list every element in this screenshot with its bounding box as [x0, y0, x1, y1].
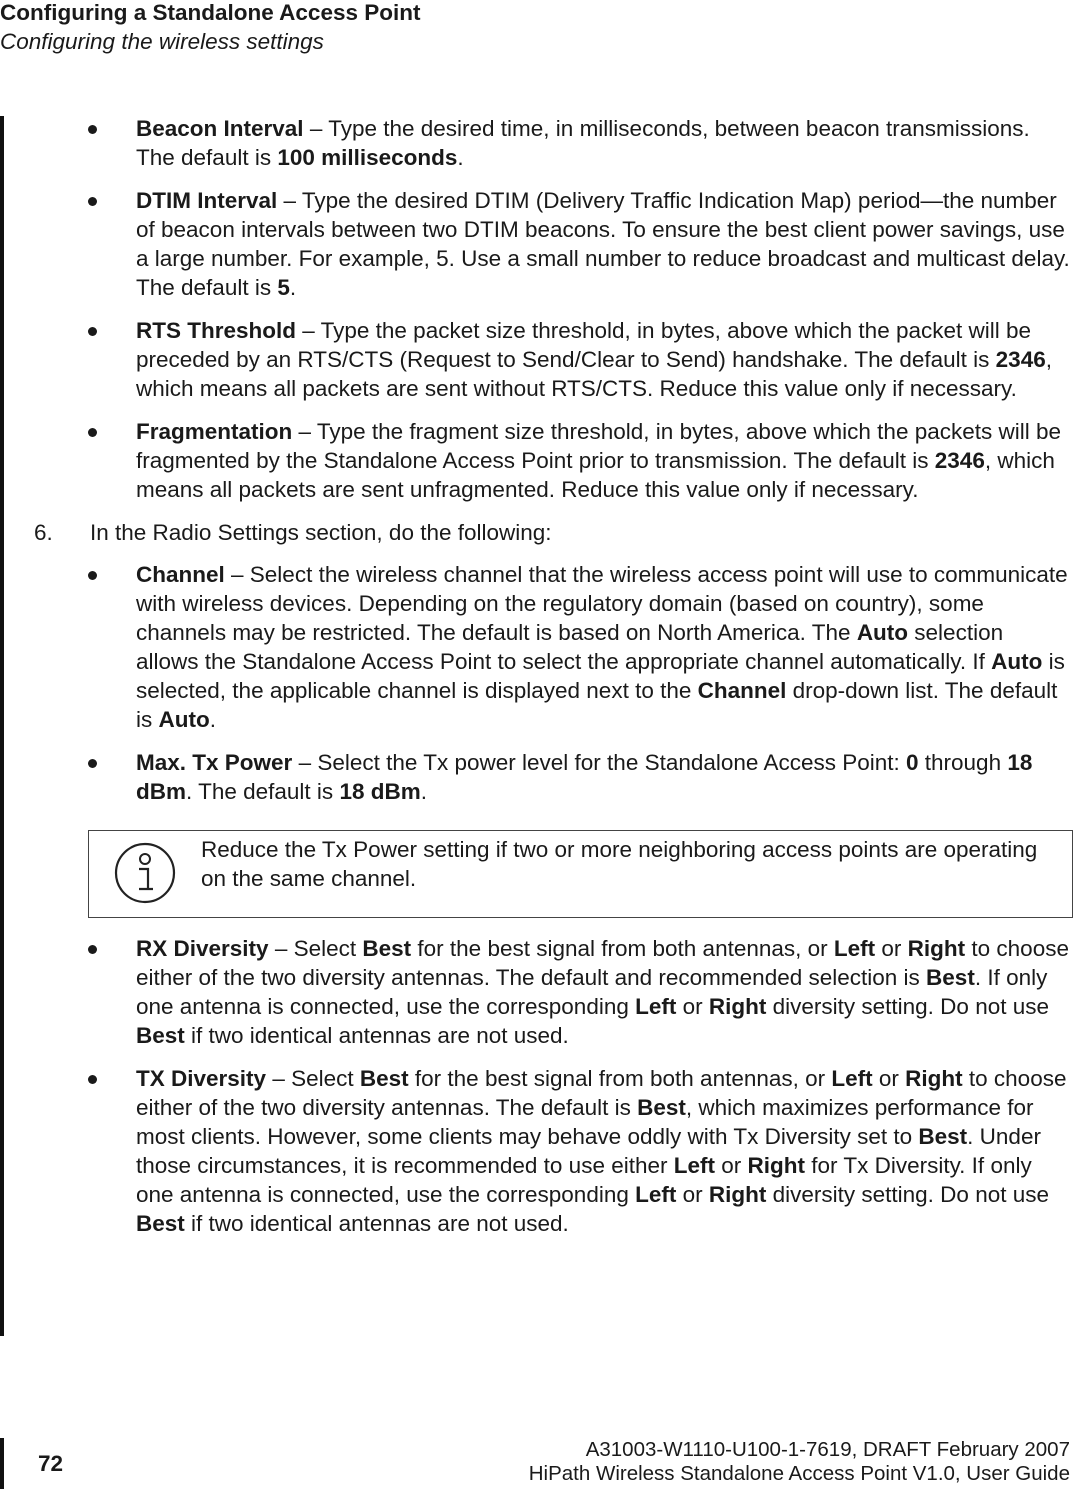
footer-change-bar: [0, 1438, 4, 1489]
info-icon: [113, 841, 177, 905]
bullet-dot: [88, 945, 97, 954]
footer-doc-title: HiPath Wireless Standalone Access Point V1.0, User Guide: [528, 1462, 1070, 1485]
bullet-dot: [88, 1075, 97, 1084]
bullet-dot: [88, 125, 97, 134]
page-number: 72: [38, 1451, 64, 1476]
page-header-title: Configuring a Standalone Access Point: [0, 0, 421, 25]
bullet-dot: [88, 571, 97, 580]
footer-info: [529, 1438, 1070, 1486]
step-text: In the Radio Settings section, do the following:: [90, 520, 552, 545]
list-item-rx-diversity: RX Diversity – Select Best for the best signal from both antennas, or Left or Right to choose either of the two diversity antennas. The default and recommended selection is Best. If only one antenna is connected, use the corresponding Left or Right diversity setting. Do not use Best if two identical antennas are not used.: [0, 934, 1073, 1050]
bullet-dot: [88, 197, 97, 206]
step-6: [0, 518, 1073, 547]
list-item-fragmentation: Fragmentation – Type the fragment size threshold, in bytes, above which the packets will be fragmented by the Standalone Access Point prior to transmission. The default is 2346, which means all packets are sent unfragmented. Reduce this value only if necessary.: [0, 417, 1073, 504]
bullet-dot: [88, 428, 97, 437]
page-header-subtitle: Configuring the wireless settings: [0, 29, 324, 54]
note-box: [88, 830, 1073, 918]
document-body: [0, 114, 1073, 1252]
list-item-rts-threshold: RTS Threshold – Type the packet size threshold, in bytes, above which the packet will be preceded by an RTS/CTS (Request to Send/Clear to Send) handshake. The default is 2346, which means all packets are sent without RTS/CTS. Reduce this value only if necessary.: [0, 316, 1073, 403]
list-item-max-tx-power: Max. Tx Power – Select the Tx power level for the Standalone Access Point: 0 through 18 dBm. The default is 18 dBm.: [0, 748, 1073, 806]
list-item-beacon-interval: Beacon Interval – Type the desired time, in milliseconds, between beacon transmissions. The default is 100 milliseconds.: [0, 114, 1073, 172]
bullet-dot: [88, 759, 97, 768]
step-number: 6.: [34, 520, 53, 545]
list-item-dtim-interval: DTIM Interval – Type the desired DTIM (Delivery Traffic Indication Map) period—the number of beacon intervals between two DTIM beacons. To ensure the best client power savings, use a large number. For example, 5. Use a small number to reduce broadcast and multicast delay. The default is 5.: [0, 186, 1073, 302]
list-item-tx-diversity: TX Diversity – Select Best for the best signal from both antennas, or Left or Right to choose either of the two diversity antennas. The default is Best, which maximizes performance for most clients. However, some clients may behave oddly with Tx Diversity set to Best. Under those circumstances, it is recommended to use either Left or Right for Tx Diversity. If only one antenna is connected, use the corresponding Left or Right diversity setting. Do not use Best if two identical antennas are not used.: [0, 1064, 1073, 1238]
bullet-dot: [88, 327, 97, 336]
list-item-channel: Channel – Select the wireless channel that the wireless access point will use to communicate with wireless devices. Depending on the regulatory domain (based on country), some channels may be restricted. The default is based on North America. The Auto selection allows the Standalone Access Point to select the appropriate channel automatically. If Auto is selected, the applicable channel is displayed next to the Channel drop-down list. The default is Auto.: [0, 560, 1073, 734]
footer-doc-id: A31003-W1110-U100-1-7619, DRAFT February 2007: [585, 1438, 1070, 1461]
note-text: Reduce the Tx Power setting if two or more neighboring access points are operating on the same channel.: [201, 837, 1038, 891]
